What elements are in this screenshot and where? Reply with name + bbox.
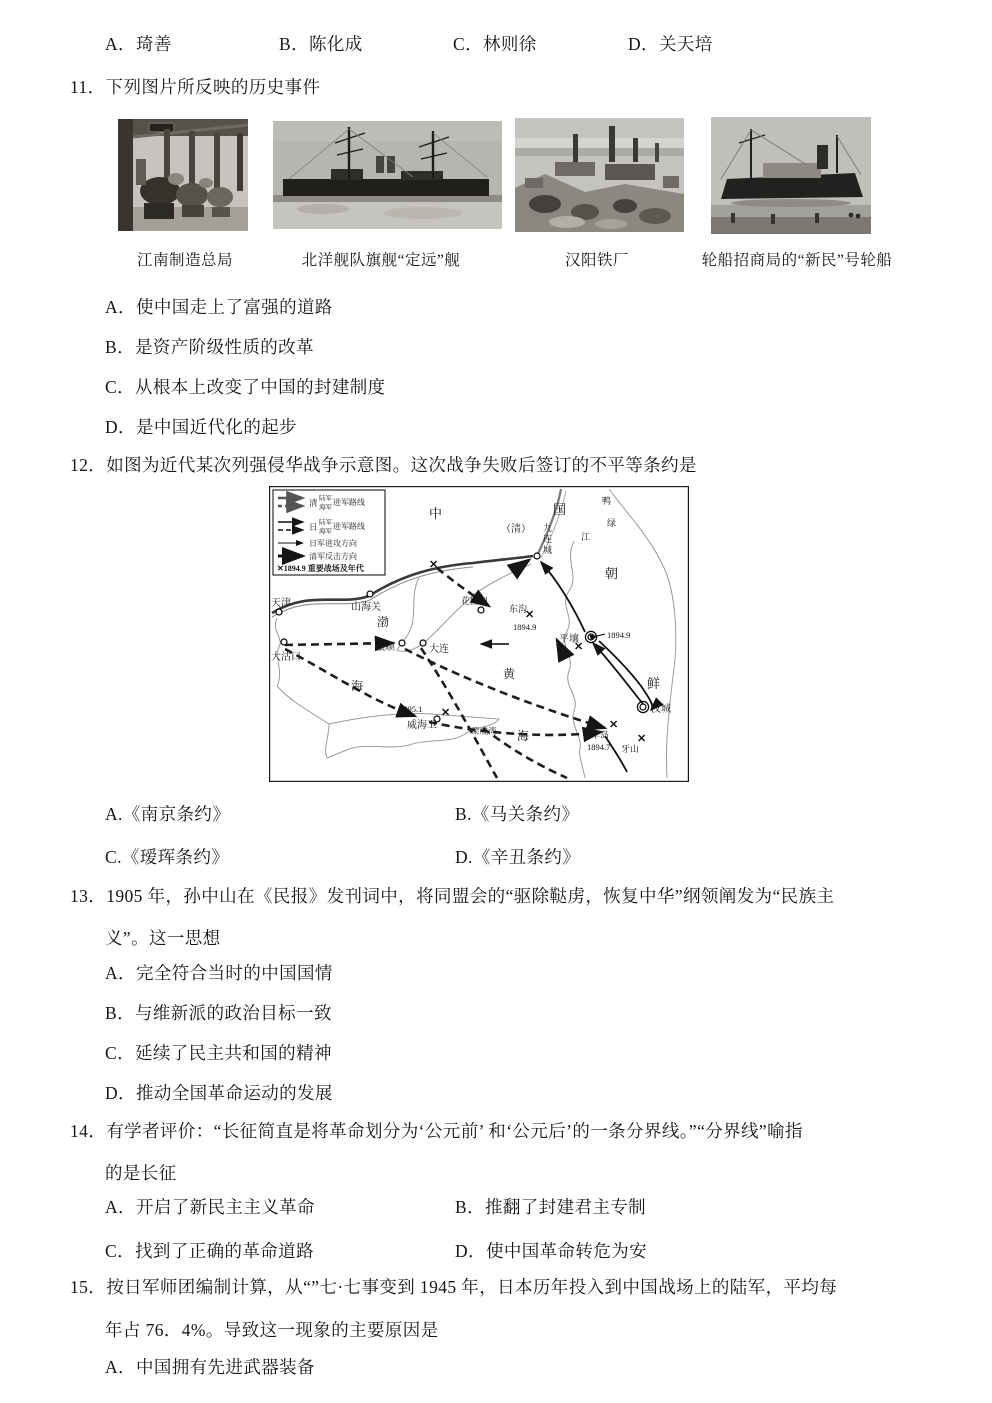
photo-xinmin-steamship (711, 117, 871, 234)
map-label-donggou: 东沟 (509, 604, 528, 614)
map-label-lvshun: 旅顺 (375, 642, 395, 653)
legend-qing-prefix: 清 (309, 498, 318, 508)
map-label-china-2: 国 (553, 502, 567, 517)
legend-japan-suffix: 进军路线 (333, 522, 365, 531)
legend-qing-navy: 海军 (319, 504, 332, 511)
map-label-jiulian-1: 九 (543, 523, 553, 533)
map-label-bohai-1: 渤 (377, 615, 390, 629)
map-label-huanghai-2: 海 (517, 729, 530, 743)
legend-battle-marker: ✕1894.9 重要战场及年代 (277, 564, 364, 573)
map-label-yashan: 牙山 (621, 744, 640, 754)
question-12-option-d: D.《辛丑条约》 (455, 847, 581, 867)
map-label-weihaiwei: 威海卫 (407, 720, 437, 731)
question-14-option-a: A．开启了新民主主义革命 (105, 1197, 315, 1217)
war-map-sino-japanese (269, 486, 689, 782)
question-12-option-b: B.《马关条约》 (455, 804, 580, 824)
map-label-bohai-2: 海 (351, 679, 364, 693)
question-13-option-b: B．与维新派的政治目标一致 (105, 1003, 332, 1023)
map-label-yalu-3: 江 (581, 532, 591, 542)
question-15-option-a: A．中国拥有先进武器装备 (105, 1357, 315, 1377)
question-10-option-d: D．关天培 (628, 34, 713, 54)
map-label-yalu-2: 绿 (607, 518, 617, 528)
photo-hanyang-ironworks (515, 118, 684, 232)
question-12-option-a: A.《南京条约》 (105, 804, 231, 824)
question-11-option-a: A．使中国走上了富强的道路 (105, 297, 333, 317)
question-11-option-d: D．是中国近代化的起步 (105, 417, 298, 437)
question-10-option-a: A．琦善 (105, 34, 172, 54)
legend-qing-counter: 清军反击方向 (309, 552, 357, 561)
map-label-pyongyang-date: 1894.9 (607, 630, 631, 640)
map-label-jiulian-3: 城 (543, 545, 553, 555)
legend-japan-prefix: 日 (309, 522, 318, 532)
svg-text:✕: ✕ (429, 559, 439, 571)
photo-dingyuan-battleship (273, 121, 502, 229)
photo-caption-dingyuan: 北洋舰队旗舰“定远”舰 (301, 252, 461, 269)
svg-text:✕: ✕ (441, 707, 451, 719)
map-label-weihaiwei-date: 1895.1 (399, 704, 423, 714)
question-15-stem-line1: 15．按日军师团编制计算，从“”七·七事变到 1945 年，日本历年投入到中国战场上的陆军，平均每 (70, 1277, 838, 1297)
question-13-stem-line2: 义”。这一思想 (105, 928, 221, 948)
question-14-stem-line2: 的是长征 (105, 1163, 177, 1183)
legend-qing-army: 陆军 (319, 495, 332, 502)
question-13-option-d: D．推动全国革命运动的发展 (105, 1083, 333, 1103)
question-11-option-b: B．是资产阶级性质的改革 (105, 337, 314, 357)
question-14-option-c: C．找到了正确的革命道路 (105, 1241, 314, 1261)
map-label-hancheng: 汉城 (651, 704, 671, 715)
map-label-donggou-date: 1894.9 (513, 622, 537, 632)
svg-text:✕: ✕ (637, 733, 647, 745)
map-label-rongchengwan: 荣成湾 (471, 726, 497, 736)
svg-text:✕: ✕ (609, 719, 619, 731)
photo-caption-hanyang: 汉阳铁厂 (564, 252, 630, 269)
map-label-qing: （清） (501, 524, 531, 535)
map-label-fengdao: 丰岛 (591, 730, 610, 740)
map-label-korea-1: 朝 (605, 566, 619, 581)
question-14-stem-line1: 14．有学者评价：“长征简直是将革命划分为‘公元前’ 和‘公元后’的一条分界线。”“分界线”喻指 (70, 1121, 803, 1141)
question-12-option-c: C.《瑷珲条约》 (105, 847, 230, 867)
map-label-yalu-1: 鸭 (602, 496, 612, 506)
map-label-shanhaiguan: 山海关 (351, 602, 381, 613)
legend-qing-suffix: 进军路线 (333, 498, 365, 507)
question-11-stem: 11．下列图片所反映的历史事件 (70, 77, 321, 97)
map-label-china-1: 中 (429, 506, 443, 521)
map-legend (273, 490, 385, 575)
legend-japan-navy: 海军 (319, 528, 332, 535)
svg-text:✕: ✕ (574, 641, 584, 653)
map-label-tianjin: 天津 (271, 598, 291, 609)
question-13-stem-line1: 13．1905 年，孙中山在《民报》发刊词中，将同盟会的“驱除鞑虏，恢复中华”纲领阐发为“民族主 (70, 886, 835, 906)
map-label-huanghai-1: 黄 (503, 667, 516, 681)
map-label-dagukou: 大沽口 (271, 652, 301, 663)
photo-jiangnan-arsenal (118, 119, 248, 231)
map-label-korea-2: 鲜 (647, 676, 661, 691)
question-14-option-d: D．使中国革命转危为安 (455, 1241, 648, 1261)
question-13-option-c: C．延续了民主共和国的精神 (105, 1043, 332, 1063)
map-label-dalian: 大连 (429, 644, 449, 655)
photo-caption-xinmin: 轮船招商局的“新民”号轮船 (701, 252, 893, 269)
question-10-option-b: B．陈化成 (279, 34, 363, 54)
map-label-jiulian-2: 连 (543, 534, 553, 544)
svg-text:✕: ✕ (525, 609, 535, 621)
question-11-option-c: C．从根本上改变了中国的封建制度 (105, 377, 386, 397)
question-14-option-b: B．推翻了封建君主专制 (455, 1197, 647, 1217)
legend-japan-army: 陆军 (319, 519, 332, 526)
map-label-pyongyang: 平壤 (559, 634, 579, 645)
legend-japan-attack: 日军进攻方向 (309, 539, 357, 548)
question-12-stem: 12．如图为近代某次列强侵华战争示意图。这次战争失败后签订的不平等条约是 (70, 455, 697, 475)
map-label-fengdao-date: 1894.7 (587, 742, 611, 752)
question-15-stem-line2: 年占 76．4%。导致这一现象的主要原因是 (105, 1320, 439, 1340)
photo-caption-jiangnan: 江南制造总局 (136, 252, 234, 269)
map-label-huayuankou: 花园口 (461, 596, 489, 606)
question-10-option-c: C．林则徐 (453, 34, 537, 54)
question-13-option-a: A．完全符合当时的中国国情 (105, 963, 333, 983)
